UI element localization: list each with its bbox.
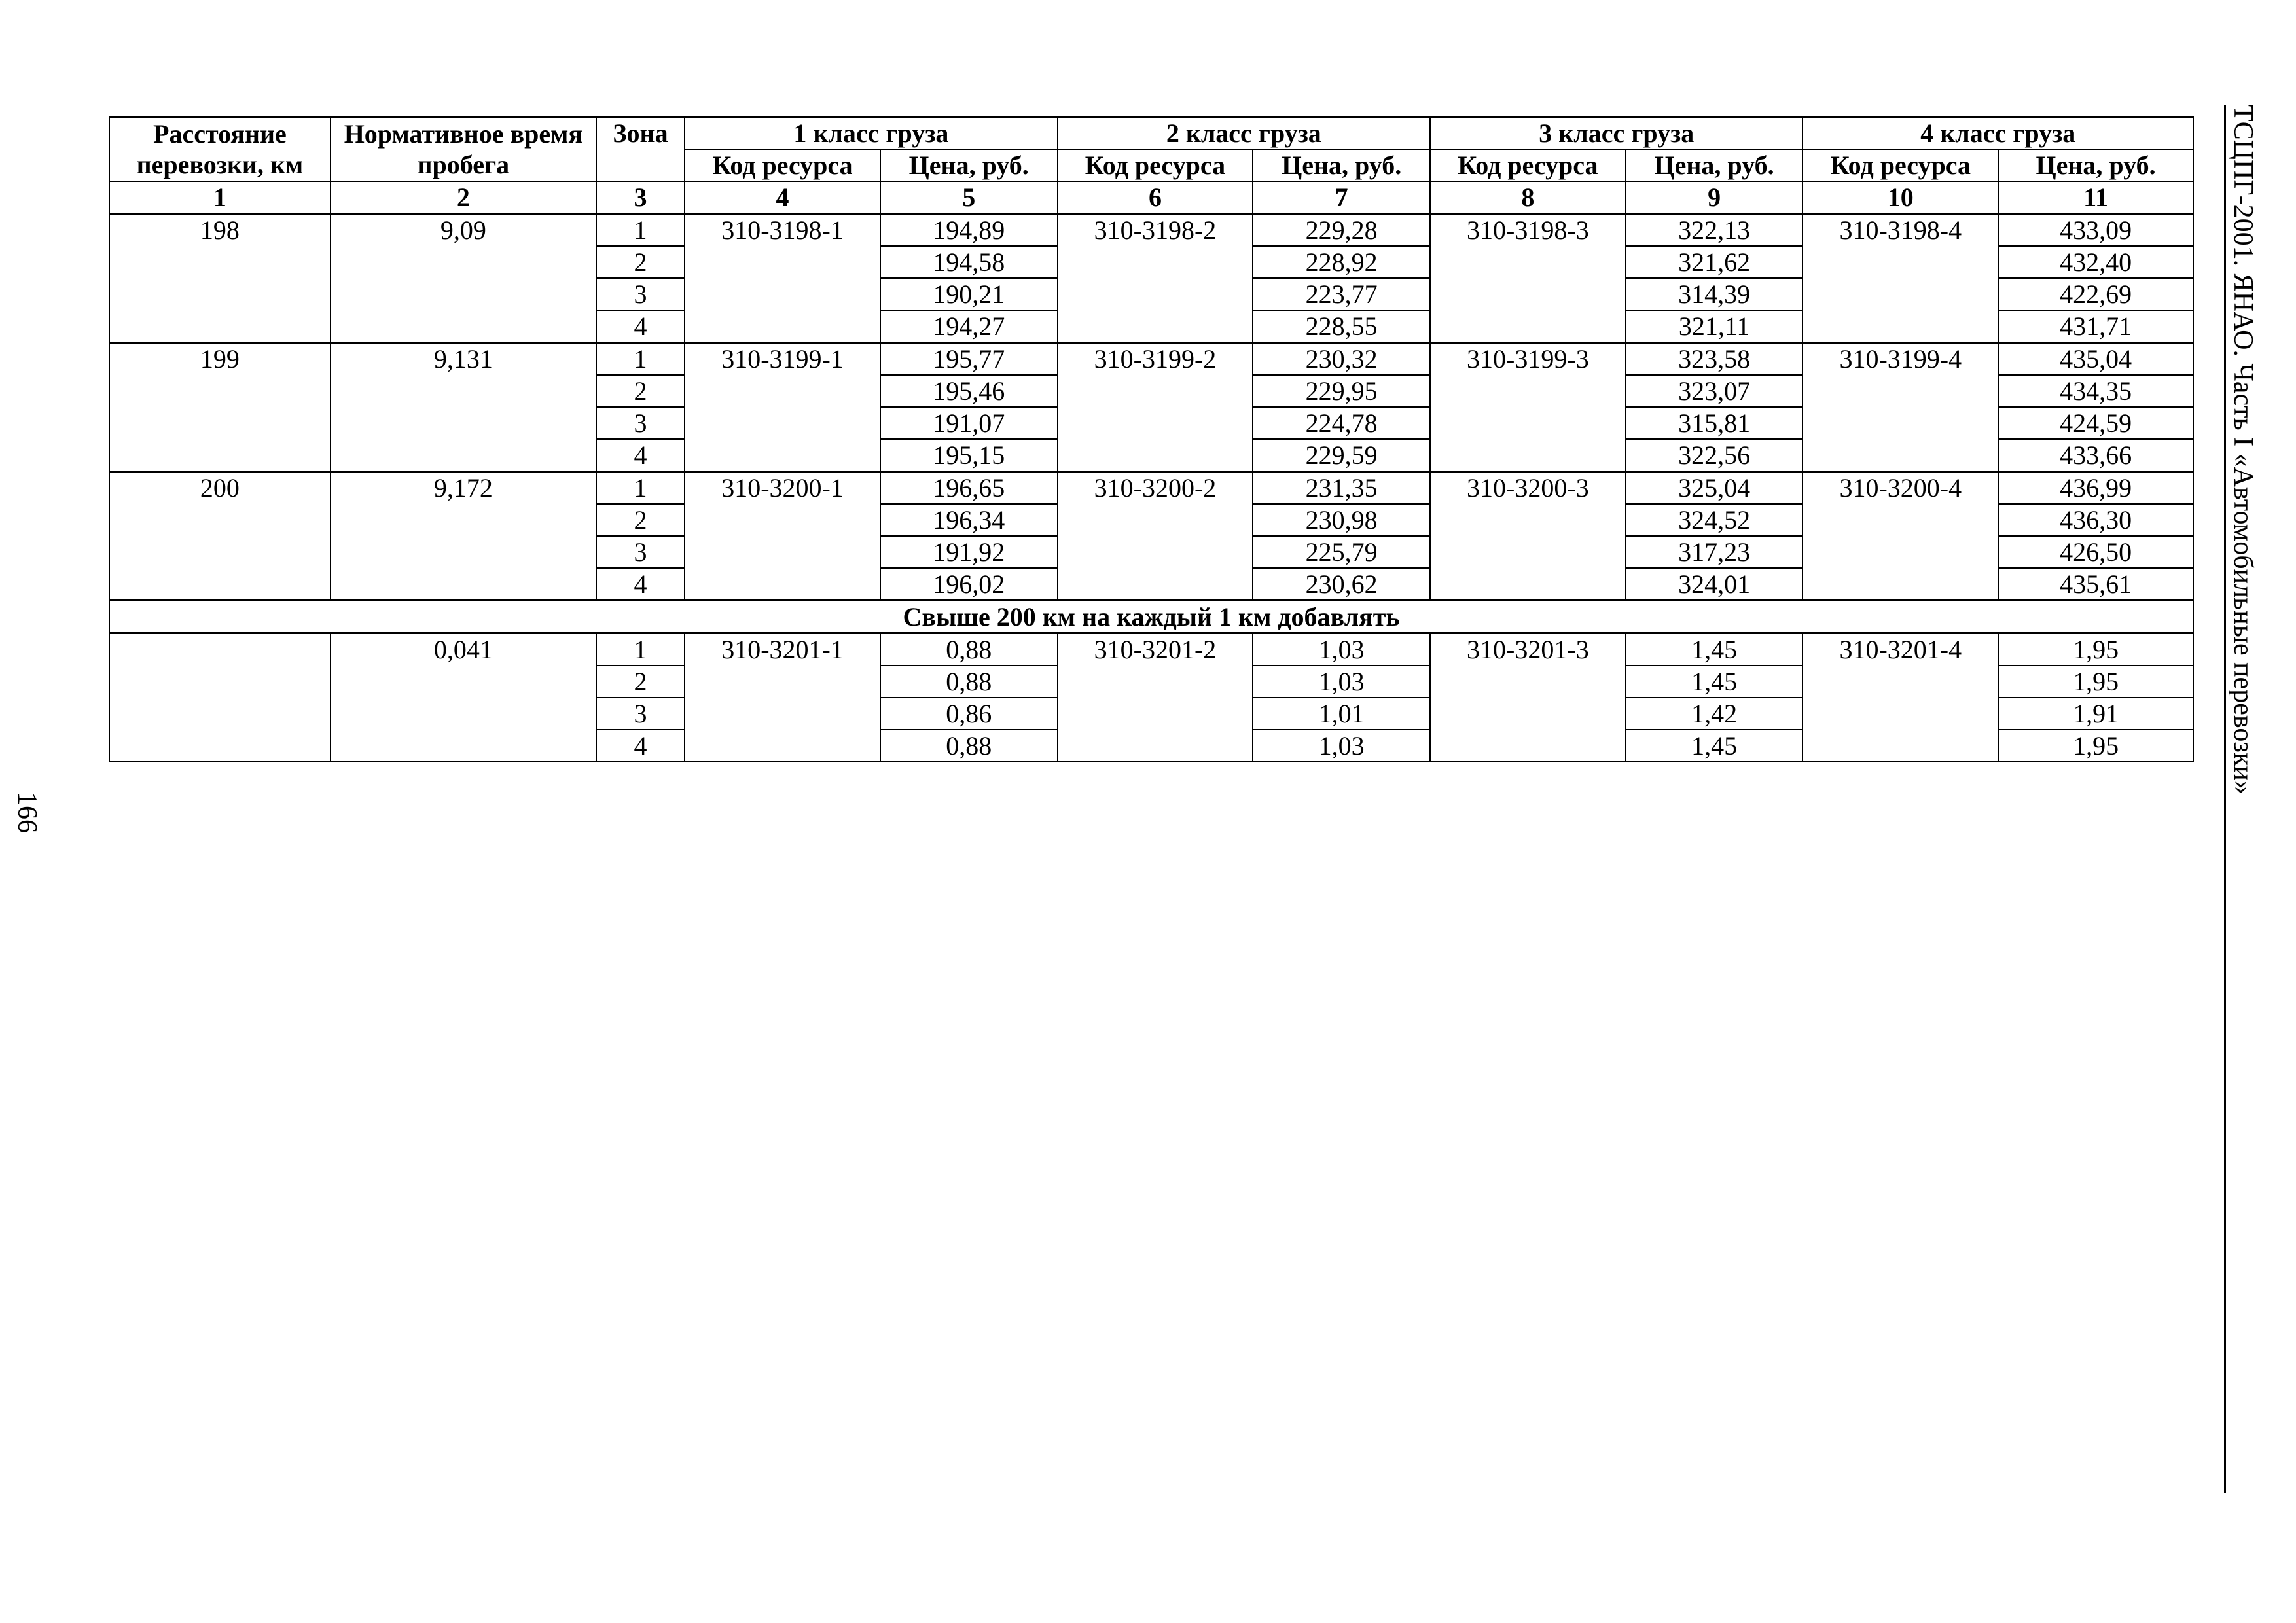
header-class-3: 3 класс груза — [1430, 117, 1803, 149]
price-cell: 0,86 — [880, 698, 1058, 730]
price-cell: 1,95 — [1998, 633, 2193, 666]
time-cell: 9,172 — [331, 472, 596, 601]
price-cell: 223,77 — [1253, 278, 1430, 310]
price-cell: 1,03 — [1253, 666, 1430, 698]
price-cell: 433,66 — [1998, 439, 2193, 472]
column-number: 5 — [880, 181, 1058, 214]
resource-code-cell: 310-3200-3 — [1430, 472, 1626, 601]
price-cell: 433,09 — [1998, 214, 2193, 247]
resource-code-cell: 310-3199-2 — [1058, 343, 1253, 472]
price-cell: 196,34 — [880, 504, 1058, 536]
price-cell: 314,39 — [1626, 278, 1803, 310]
table-row — [109, 472, 2193, 505]
zone-cell: 1 — [596, 633, 685, 666]
price-cell: 436,30 — [1998, 504, 2193, 536]
rate-table — [109, 116, 2194, 762]
price-cell: 231,35 — [1253, 472, 1430, 505]
resource-code-cell: 310-3201-2 — [1058, 633, 1253, 762]
price-cell: 0,88 — [880, 633, 1058, 666]
price-cell: 434,35 — [1998, 375, 2193, 407]
price-cell: 225,79 — [1253, 536, 1430, 568]
column-numbers-row — [109, 181, 2193, 214]
resource-code-cell: 310-3200-4 — [1803, 472, 1998, 601]
zone-cell: 2 — [596, 375, 685, 407]
price-cell: 426,50 — [1998, 536, 2193, 568]
price-cell: 1,42 — [1626, 698, 1803, 730]
price-cell: 422,69 — [1998, 278, 2193, 310]
column-number: 7 — [1253, 181, 1430, 214]
zone-cell: 4 — [596, 568, 685, 601]
column-number: 1 — [109, 181, 331, 214]
resource-code-cell: 310-3200-1 — [685, 472, 880, 601]
side-rule — [2224, 105, 2226, 1493]
time-cell: 9,131 — [331, 343, 596, 472]
page-number: 166 — [12, 792, 42, 833]
time-cell: 9,09 — [331, 214, 596, 343]
zone-cell: 3 — [596, 407, 685, 439]
running-title: ТСЦПГ-2001. ЯНАО. Часть I «Автомобильные перевозки» — [2228, 105, 2258, 794]
table-row — [109, 214, 2193, 247]
price-cell: 322,56 — [1626, 439, 1803, 472]
header-price: Цена, руб. — [1253, 149, 1430, 181]
price-cell: 228,92 — [1253, 246, 1430, 278]
price-cell: 323,58 — [1626, 343, 1803, 376]
price-cell: 0,88 — [880, 730, 1058, 762]
distance-cell — [109, 633, 331, 762]
zone-cell: 2 — [596, 246, 685, 278]
price-cell: 435,61 — [1998, 568, 2193, 601]
header-code: Код ресурса — [1430, 149, 1626, 181]
header-class-2: 2 класс груза — [1058, 117, 1430, 149]
price-cell: 195,77 — [880, 343, 1058, 376]
header-class-1: 1 класс груза — [685, 117, 1057, 149]
zone-cell: 1 — [596, 343, 685, 376]
price-cell: 195,15 — [880, 439, 1058, 472]
price-cell: 194,27 — [880, 310, 1058, 343]
header-time: Нормативное время пробега — [331, 117, 596, 181]
distance-cell: 198 — [109, 214, 331, 343]
price-cell: 317,23 — [1626, 536, 1803, 568]
zone-cell: 3 — [596, 278, 685, 310]
zone-cell: 4 — [596, 439, 685, 472]
price-cell: 324,01 — [1626, 568, 1803, 601]
price-cell: 321,62 — [1626, 246, 1803, 278]
price-cell: 229,28 — [1253, 214, 1430, 247]
column-number: 2 — [331, 181, 596, 214]
resource-code-cell: 310-3199-4 — [1803, 343, 1998, 472]
column-number: 8 — [1430, 181, 1626, 214]
price-cell: 424,59 — [1998, 407, 2193, 439]
column-number: 11 — [1998, 181, 2193, 214]
header-code: Код ресурса — [685, 149, 880, 181]
resource-code-cell: 310-3198-1 — [685, 214, 880, 343]
price-cell: 228,55 — [1253, 310, 1430, 343]
header-price: Цена, руб. — [1626, 149, 1803, 181]
price-cell: 194,58 — [880, 246, 1058, 278]
price-cell: 1,91 — [1998, 698, 2193, 730]
zone-cell: 2 — [596, 666, 685, 698]
price-cell: 194,89 — [880, 214, 1058, 247]
price-cell: 1,95 — [1998, 730, 2193, 762]
price-cell: 436,99 — [1998, 472, 2193, 505]
price-cell: 325,04 — [1626, 472, 1803, 505]
resource-code-cell: 310-3201-3 — [1430, 633, 1626, 762]
zone-cell: 4 — [596, 310, 685, 343]
price-cell: 315,81 — [1626, 407, 1803, 439]
price-cell: 229,59 — [1253, 439, 1430, 472]
section-row — [109, 601, 2193, 633]
header-price: Цена, руб. — [1998, 149, 2193, 181]
price-cell: 0,88 — [880, 666, 1058, 698]
column-number: 10 — [1803, 181, 1998, 214]
resource-code-cell: 310-3198-2 — [1058, 214, 1253, 343]
table-body — [109, 214, 2193, 762]
price-cell: 195,46 — [880, 375, 1058, 407]
price-cell: 1,45 — [1626, 730, 1803, 762]
price-cell: 321,11 — [1626, 310, 1803, 343]
resource-code-cell: 310-3199-1 — [685, 343, 880, 472]
price-cell: 190,21 — [880, 278, 1058, 310]
section-title: Свыше 200 км на каждый 1 км добавлять — [109, 601, 2193, 633]
distance-cell: 200 — [109, 472, 331, 601]
price-cell: 1,45 — [1626, 633, 1803, 666]
zone-cell: 2 — [596, 504, 685, 536]
table-row — [109, 633, 2193, 666]
price-cell: 1,03 — [1253, 633, 1430, 666]
price-cell: 1,01 — [1253, 698, 1430, 730]
header-zone: Зона — [596, 117, 685, 181]
header-class-4: 4 класс груза — [1803, 117, 2193, 149]
price-cell: 196,02 — [880, 568, 1058, 601]
header-code: Код ресурса — [1803, 149, 1998, 181]
header-distance: Расстояние перевозки, км — [109, 117, 331, 181]
resource-code-cell: 310-3200-2 — [1058, 472, 1253, 601]
column-number: 6 — [1058, 181, 1253, 214]
price-cell: 196,65 — [880, 472, 1058, 505]
column-number: 3 — [596, 181, 685, 214]
resource-code-cell: 310-3199-3 — [1430, 343, 1626, 472]
price-cell: 1,03 — [1253, 730, 1430, 762]
price-cell: 431,71 — [1998, 310, 2193, 343]
price-cell: 432,40 — [1998, 246, 2193, 278]
zone-cell: 4 — [596, 730, 685, 762]
price-cell: 224,78 — [1253, 407, 1430, 439]
price-cell: 323,07 — [1626, 375, 1803, 407]
price-cell: 1,95 — [1998, 666, 2193, 698]
price-cell: 191,92 — [880, 536, 1058, 568]
zone-cell: 1 — [596, 472, 685, 505]
resource-code-cell: 310-3198-4 — [1803, 214, 1998, 343]
price-cell: 230,98 — [1253, 504, 1430, 536]
resource-code-cell: 310-3201-1 — [685, 633, 880, 762]
price-cell: 322,13 — [1626, 214, 1803, 247]
zone-cell: 3 — [596, 698, 685, 730]
price-cell: 435,04 — [1998, 343, 2193, 376]
price-cell: 1,45 — [1626, 666, 1803, 698]
time-cell: 0,041 — [331, 633, 596, 762]
resource-code-cell: 310-3198-3 — [1430, 214, 1626, 343]
zone-cell: 3 — [596, 536, 685, 568]
zone-cell: 1 — [596, 214, 685, 247]
header-code: Код ресурса — [1058, 149, 1253, 181]
table-row — [109, 343, 2193, 376]
column-number: 9 — [1626, 181, 1803, 214]
price-cell: 324,52 — [1626, 504, 1803, 536]
price-cell: 191,07 — [880, 407, 1058, 439]
price-cell: 230,32 — [1253, 343, 1430, 376]
distance-cell: 199 — [109, 343, 331, 472]
price-cell: 229,95 — [1253, 375, 1430, 407]
price-cell: 230,62 — [1253, 568, 1430, 601]
table-header — [109, 117, 2193, 214]
resource-code-cell: 310-3201-4 — [1803, 633, 1998, 762]
header-price: Цена, руб. — [880, 149, 1058, 181]
column-number: 4 — [685, 181, 880, 214]
